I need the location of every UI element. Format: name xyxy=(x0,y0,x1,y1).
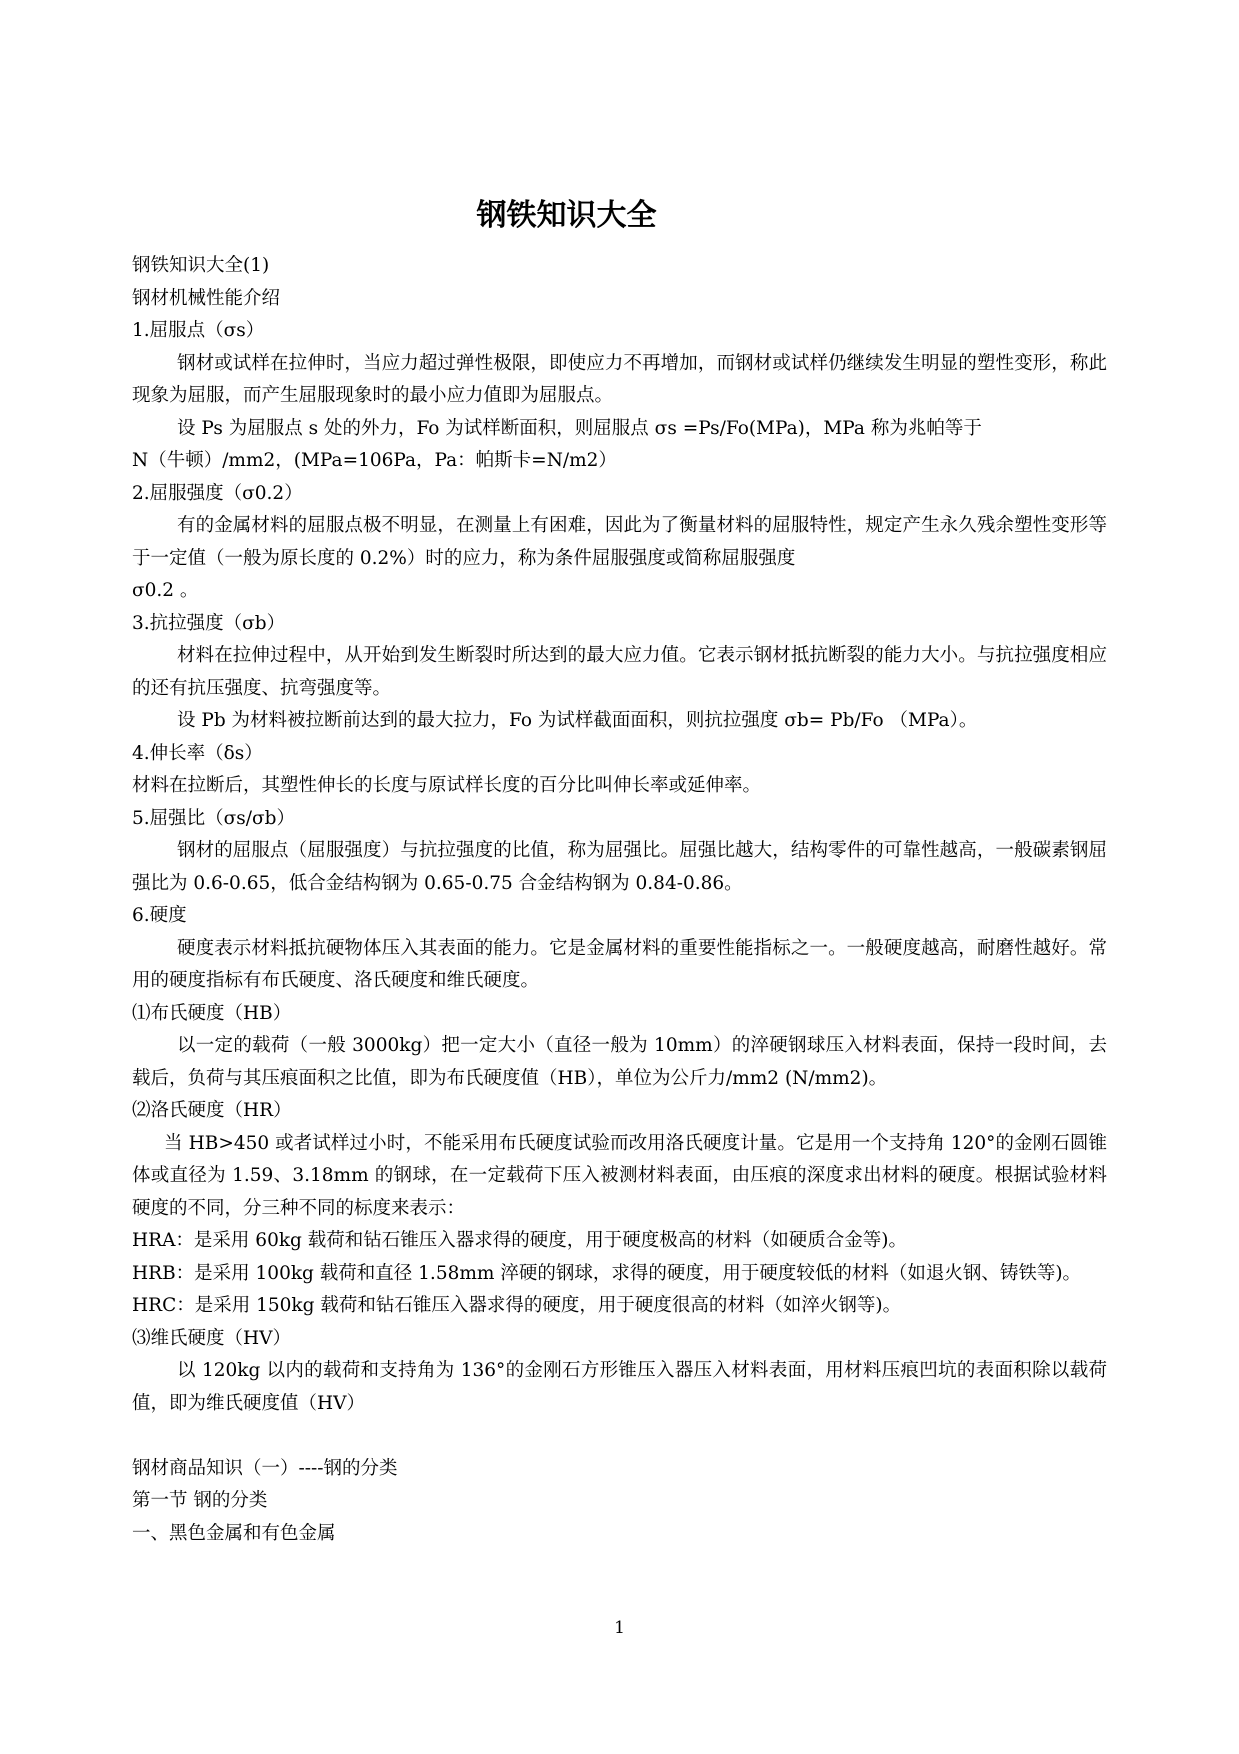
paragraph-yield-ratio: 钢材的屈服点（屈服强度）与抗拉强度的比值，称为屈强比。屈强比越大，结构零件的可靠性越高，一般碳素钢屈强比为 0.6-0.65，低合金结构钢为 0.65-0.75 合金结构钢为 0.84-0.86。 xyxy=(132,840,1107,894)
paragraph-tensile-strength: 材料在拉伸过程中，从开始到发生断裂时所达到的最大应力值。它表示钢材抵抗断裂的能力大小。与抗拉强度相应的还有抗压强度、抗弯强度等。 xyxy=(132,645,1107,699)
paragraph-yield-formula: 设 Ps 为屈服点 s 处的外力，Fo 为试样断面积，则屈服点 σs =Ps/Fo(MPa)，MPa 称为兆帕等于 xyxy=(177,417,982,439)
paragraph-yield-units: N（牛顿）/mm2，(MPa=106Pa，Pa：帕斯卡=N/m2） xyxy=(132,450,617,471)
document-body xyxy=(132,250,1107,1550)
item-heading-vickers: ⑶维氏硬度（HV） xyxy=(132,1327,291,1349)
item-heading-yield-ratio: 5.屈强比（σs/σb） xyxy=(132,807,295,829)
item-heading-rockwell: ⑵洛氏硬度（HR） xyxy=(132,1100,292,1121)
paragraph-hrb: HRB：是采用 100kg 载荷和直径 1.58mm 淬硬的钢球，求得的硬度，用于硬度较低的材料（如退火钢、铸铁等)。 xyxy=(132,1262,1082,1284)
item-heading-brinell: ⑴布氏硬度（HB） xyxy=(132,1002,292,1024)
paragraph-yield-strength: 有的金属材料的屈服点极不明显，在测量上有困难，因此为了衡量材料的屈服特性，规定产生永久残余塑性变形等于一定值（一般为原长度的 0.2%）时的应力，称为条件屈服强度或简称屈服强度 xyxy=(132,515,1107,569)
paragraph-yield-point: 钢材或试样在拉伸时，当应力超过弹性极限，即使应力不再增加，而钢材或试样仍继续发生明显的塑性变形，称此现象为屈服，而产生屈服现象时的最小应力值即为屈服点。 xyxy=(132,352,1107,406)
section-heading-first-section: 第一节 钢的分类 xyxy=(132,1490,268,1511)
blank-line xyxy=(132,1420,1107,1453)
subtitle-line: 钢铁知识大全(1) xyxy=(132,255,270,276)
paragraph-rockwell: 当 HB>450 或者试样过小时，不能采用布氏硬度试验而改用洛氏硬度计量。它是用一个支持角 120°的金刚石圆锥体或直径为 1.59、3.18mm 的钢球，在一定载荷下压入被测材料表面，由压痕的深度求出材料的硬度。根据试验材料硬度的不同，分三种不同的标度来表示： xyxy=(132,1132,1107,1219)
section-heading-steel-classification: 钢材商品知识（一）----钢的分类 xyxy=(132,1457,398,1479)
item-heading-elongation: 4.伸长率（δs） xyxy=(132,742,263,764)
section-heading-ferrous-metals: 一、黑色金属和有色金属 xyxy=(132,1522,336,1544)
item-heading-hardness: 6.硬度 xyxy=(132,905,187,926)
page-number: 1 xyxy=(614,1618,625,1638)
paragraph-brinell: 以一定的载荷（一般 3000kg）把一定大小（直径一般为 10mm）的淬硬钢球压入材料表面，保持一段时间，去载后，负荷与其压痕面积之比值，即为布氏硬度值（HB），单位为公斤力/mm2 (N/mm2)。 xyxy=(132,1035,1107,1089)
paragraph-yield-strength-symbol: σ0.2 。 xyxy=(132,580,199,601)
paragraph-elongation: 材料在拉断后，其塑性伸长的长度与原试样长度的百分比叫伸长率或延伸率。 xyxy=(132,775,762,796)
section-heading: 钢材机械性能介绍 xyxy=(132,287,281,309)
paragraph-hardness: 硬度表示材料抵抗硬物体压入其表面的能力。它是金属材料的重要性能指标之一。一般硬度越高，耐磨性越好。常用的硬度指标有布氏硬度、洛氏硬度和维氏硬度。 xyxy=(132,937,1107,991)
item-heading-tensile-strength: 3.抗拉强度（σb） xyxy=(132,612,286,634)
paragraph-hra: HRA：是采用 60kg 载荷和钻石锥压入器求得的硬度，用于硬度极高的材料（如硬质合金等)。 xyxy=(132,1230,907,1251)
page-title: 钢铁知识大全 xyxy=(476,198,657,233)
item-heading-yield-strength: 2.屈服强度（σ0.2） xyxy=(132,482,303,504)
paragraph-hrc: HRC：是采用 150kg 载荷和钻石锥压入器求得的硬度，用于硬度很高的材料（如淬火钢等)。 xyxy=(132,1295,902,1316)
item-heading-yield-point: 1.屈服点（σs） xyxy=(132,320,265,341)
paragraph-tensile-formula: 设 Pb 为材料被拉断前达到的最大拉力，Fo 为试样截面面积，则抗拉强度 σb= Pb/Fo （MPa）。 xyxy=(177,710,978,731)
paragraph-vickers: 以 120kg 以内的载荷和支持角为 136°的金刚石方形锥压入器压入材料表面，用材料压痕凹坑的表面积除以载荷值，即为维氏硬度值（HV） xyxy=(132,1360,1107,1414)
